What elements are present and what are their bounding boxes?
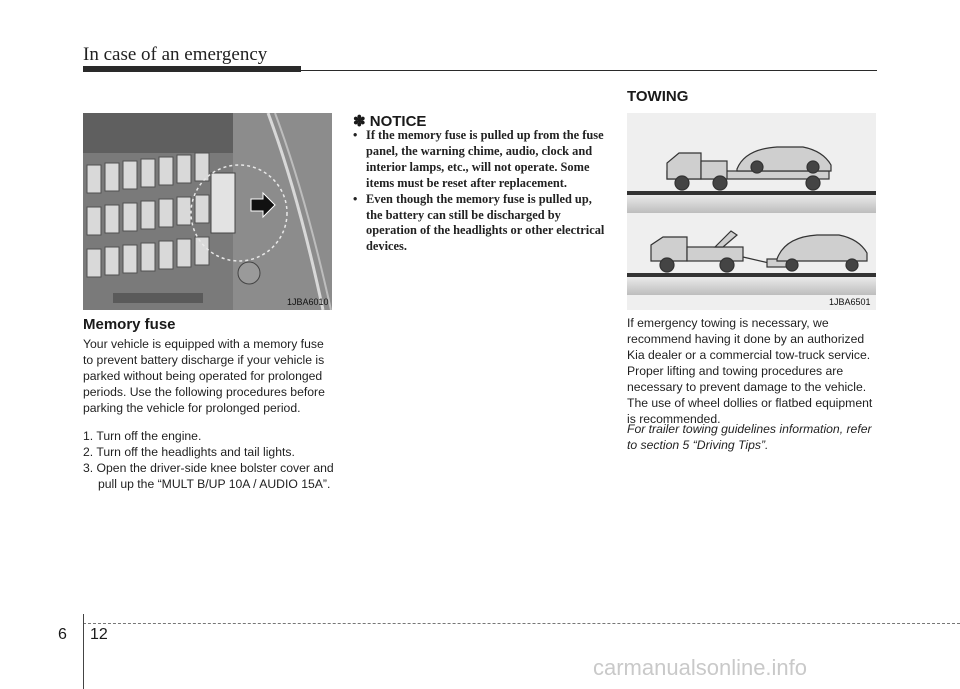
notice-item-text: If the memory fuse is pulled up from the fuse panel, the warning chime, audio, clock and interior lamps, etc., will not operate. Some items must be reset after replacement. — [366, 128, 604, 190]
watermark: carmanualsonline.info — [593, 655, 808, 680]
towing-figure — [627, 113, 876, 310]
notice-item-text: Even though the memory fuse is pulled up, the battery can still be discharged by operation of the headlights or other electrical devices. — [366, 191, 605, 254]
fuse-panel-figure — [83, 113, 332, 310]
figure-caption-towing: 1JBA6501 — [829, 297, 871, 307]
fuse-panel-illustration — [83, 113, 332, 310]
notice-item — [353, 192, 605, 256]
towing-paragraph-text: If emergency towing is necessary, we recommend having it done by an authorized Kia dealer or a commercial tow-truck service. Proper lifting and towing procedures are necessary to prevent damage to the vehicle. The use of wheel dollies or flatbed equipment is recommended. — [627, 316, 873, 426]
towing-illustration — [627, 113, 876, 310]
memory-fuse-heading: Memory fuse — [83, 316, 176, 333]
notice-list — [353, 128, 605, 255]
bullet-icon: • — [353, 191, 358, 206]
header-rule-thin — [301, 70, 877, 71]
towing-heading: TOWING — [627, 88, 689, 105]
step-item: 2. Turn off the headlights and tail lights. — [83, 445, 295, 459]
step-item: 3. Open the driver-side knee bolster cover and pull up the “MULT B/UP 10A / AUDIO 15A”. — [83, 461, 334, 491]
memory-fuse-steps — [83, 428, 335, 492]
notice-item — [353, 128, 605, 192]
step-item: 1. Turn off the engine. — [83, 429, 202, 443]
memory-fuse-paragraph — [83, 336, 335, 416]
header-rule-thick — [83, 66, 301, 72]
footer-dashed-rule — [83, 623, 960, 624]
figure-caption-fuse: 1JBA6010 — [287, 297, 329, 307]
towing-paragraph — [627, 315, 879, 427]
footer-vertical-rule — [83, 614, 84, 689]
notice-title: ✽ NOTICE — [353, 113, 427, 130]
towing-note: For trailer towing guidelines information, refer to section 5 “Driving Tips”. — [627, 422, 872, 452]
page-number: 12 — [90, 626, 108, 643]
bullet-icon: • — [353, 128, 358, 142]
memory-fuse-paragraph-text: Your vehicle is equipped with a memory fuse to prevent battery discharge if your vehicle is parked without being operated for prolonged periods. Use the following procedures before parking the vehicle for prolonged period. — [83, 337, 325, 415]
chapter-number: 6 — [58, 626, 67, 643]
page-header-title: In case of an emergency — [83, 44, 268, 65]
